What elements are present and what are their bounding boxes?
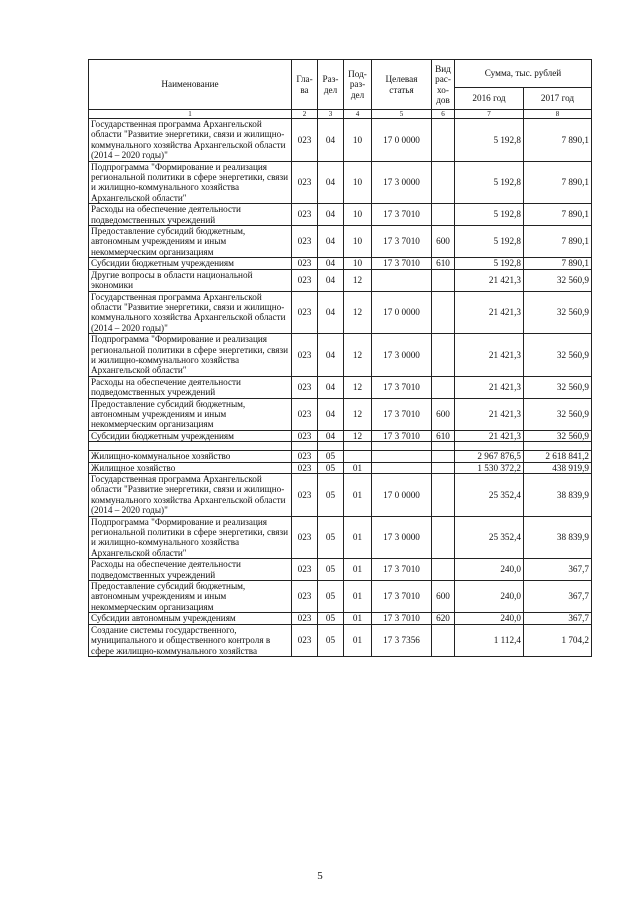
row-name-cell: Предоставление субсидий бюджетным, автономным учреждениям и иным некоммерческим организациям — [89, 581, 292, 613]
sum-2016-cell: 21 421,3 — [455, 430, 524, 441]
razdel-cell: 04 — [318, 226, 344, 258]
column-number-cell: 5 — [372, 110, 432, 119]
podrazdel-cell: 01 — [344, 581, 372, 613]
podrazdel-cell: 10 — [344, 226, 372, 258]
table-row — [89, 559, 592, 581]
column-number-cell: 7 — [455, 110, 524, 119]
header-podrazdel: Под- раз- дел — [344, 60, 372, 110]
column-number-cell: 1 — [89, 110, 292, 119]
sum-2017-cell — [524, 442, 592, 451]
vid-cell — [432, 624, 455, 656]
razdel-cell: 04 — [318, 398, 344, 430]
tselevaya-cell: 17 3 7010 — [372, 204, 432, 226]
sum-2017-cell: 38 839,9 — [524, 516, 592, 559]
glava-cell: 023 — [292, 204, 318, 226]
razdel-cell: 05 — [318, 559, 344, 581]
razdel-cell: 04 — [318, 269, 344, 291]
razdel-cell: 04 — [318, 161, 344, 204]
sum-2017-cell: 367,7 — [524, 613, 592, 624]
sum-2016-cell: 25 352,4 — [455, 474, 524, 517]
page-number: 5 — [317, 870, 323, 882]
vid-cell — [432, 376, 455, 398]
header-name: Наименование — [89, 60, 292, 110]
glava-cell — [292, 442, 318, 451]
row-name-cell: Государственная программа Архангельской области "Развитие энергетики, связи и жилищно-коммунального хозяйства Архангельской области (2014 – 2020 годы)" — [89, 474, 292, 517]
glava-cell: 023 — [292, 559, 318, 581]
tselevaya-cell: 17 3 7010 — [372, 581, 432, 613]
vid-cell — [432, 559, 455, 581]
razdel-cell: 05 — [318, 624, 344, 656]
table-row — [89, 291, 592, 334]
table-row — [89, 462, 592, 473]
sum-2017-cell: 2 618 841,2 — [524, 451, 592, 462]
podrazdel-cell: 10 — [344, 258, 372, 269]
razdel-cell: 04 — [318, 291, 344, 334]
glava-cell: 023 — [292, 624, 318, 656]
row-name-cell: Жилищное хозяйство — [89, 462, 292, 473]
table-row — [89, 204, 592, 226]
podrazdel-cell — [344, 451, 372, 462]
row-name-cell: Расходы на обеспечение деятельности подведомственных учреждений — [89, 376, 292, 398]
tselevaya-cell: 17 3 0000 — [372, 516, 432, 559]
razdel-cell: 05 — [318, 462, 344, 473]
row-name-cell: Предоставление субсидий бюджетным, автономным учреждениям и иным некоммерческим организациям — [89, 398, 292, 430]
sum-2017-cell: 7 890,1 — [524, 119, 592, 162]
table-row — [89, 624, 592, 656]
vid-cell — [432, 334, 455, 377]
glava-cell: 023 — [292, 462, 318, 473]
sum-2017-cell: 7 890,1 — [524, 161, 592, 204]
tselevaya-cell: 17 3 7010 — [372, 430, 432, 441]
glava-cell: 023 — [292, 258, 318, 269]
podrazdel-cell: 12 — [344, 376, 372, 398]
podrazdel-cell: 12 — [344, 430, 372, 441]
glava-cell: 023 — [292, 334, 318, 377]
podrazdel-cell: 10 — [344, 161, 372, 204]
sum-2017-cell: 32 560,9 — [524, 291, 592, 334]
budget-table — [88, 59, 592, 657]
tselevaya-cell — [372, 451, 432, 462]
sum-2016-cell: 21 421,3 — [455, 291, 524, 334]
podrazdel-cell: 12 — [344, 269, 372, 291]
vid-cell — [432, 269, 455, 291]
table-row — [89, 119, 592, 162]
table-row — [89, 474, 592, 517]
sum-2016-cell — [455, 442, 524, 451]
razdel-cell: 04 — [318, 376, 344, 398]
tselevaya-cell: 17 0 0000 — [372, 119, 432, 162]
tselevaya-cell: 17 3 7010 — [372, 258, 432, 269]
vid-cell — [432, 451, 455, 462]
table-row — [89, 334, 592, 377]
tselevaya-cell: 17 3 0000 — [372, 334, 432, 377]
vid-cell: 620 — [432, 613, 455, 624]
row-name-cell: Субсидии бюджетным учреждениям — [89, 258, 292, 269]
razdel-cell: 05 — [318, 474, 344, 517]
podrazdel-cell: 12 — [344, 291, 372, 334]
glava-cell: 023 — [292, 451, 318, 462]
row-name-cell: Предоставление субсидий бюджетным, автономным учреждениям и иным некоммерческим организациям — [89, 226, 292, 258]
column-number-cell: 4 — [344, 110, 372, 119]
row-name-cell: Расходы на обеспечение деятельности подведомственных учреждений — [89, 559, 292, 581]
header-razdel: Раз- дел — [318, 60, 344, 110]
table-row — [89, 376, 592, 398]
sum-2017-cell: 32 560,9 — [524, 398, 592, 430]
podrazdel-cell: 10 — [344, 204, 372, 226]
razdel-cell: 04 — [318, 334, 344, 377]
podrazdel-cell: 12 — [344, 398, 372, 430]
podrazdel-cell: 01 — [344, 462, 372, 473]
razdel-cell — [318, 442, 344, 451]
row-name-cell: Государственная программа Архангельской области "Развитие энергетики, связи и жилищно-коммунального хозяйства Архангельской области (2014 – 2020 годы)" — [89, 119, 292, 162]
glava-cell: 023 — [292, 226, 318, 258]
razdel-cell: 05 — [318, 613, 344, 624]
sum-2016-cell: 240,0 — [455, 559, 524, 581]
podrazdel-cell: 10 — [344, 119, 372, 162]
table-row — [89, 226, 592, 258]
tselevaya-cell: 17 3 7010 — [372, 398, 432, 430]
razdel-cell: 04 — [318, 258, 344, 269]
podrazdel-cell: 01 — [344, 559, 372, 581]
sum-2016-cell: 1 530 372,2 — [455, 462, 524, 473]
table-row — [89, 430, 592, 441]
sum-2016-cell: 5 192,8 — [455, 226, 524, 258]
sum-2016-cell: 21 421,3 — [455, 398, 524, 430]
razdel-cell: 04 — [318, 204, 344, 226]
table-row — [89, 613, 592, 624]
sum-2016-cell: 2 967 876,5 — [455, 451, 524, 462]
header-glava: Гла- ва — [292, 60, 318, 110]
tselevaya-cell: 17 3 7010 — [372, 559, 432, 581]
table-row — [89, 442, 592, 451]
column-number-cell: 3 — [318, 110, 344, 119]
glava-cell: 023 — [292, 269, 318, 291]
glava-cell: 023 — [292, 376, 318, 398]
podrazdel-cell: 01 — [344, 516, 372, 559]
glava-cell: 023 — [292, 474, 318, 517]
vid-cell — [432, 119, 455, 162]
vid-cell — [432, 474, 455, 517]
podrazdel-cell: 01 — [344, 613, 372, 624]
glava-cell: 023 — [292, 613, 318, 624]
podrazdel-cell: 12 — [344, 334, 372, 377]
sum-2016-cell: 25 352,4 — [455, 516, 524, 559]
vid-cell — [432, 442, 455, 451]
sum-2016-cell: 21 421,3 — [455, 334, 524, 377]
glava-cell: 023 — [292, 161, 318, 204]
tselevaya-cell: 17 3 7010 — [372, 376, 432, 398]
razdel-cell: 05 — [318, 516, 344, 559]
glava-cell: 023 — [292, 398, 318, 430]
podrazdel-cell — [344, 442, 372, 451]
vid-cell — [432, 161, 455, 204]
sum-2016-cell: 21 421,3 — [455, 376, 524, 398]
row-name-cell: Государственная программа Архангельской области "Развитие энергетики, связи и жилищно-коммунального хозяйства Архангельской области (2014 – 2020 годы)" — [89, 291, 292, 334]
sum-2016-cell: 5 192,8 — [455, 161, 524, 204]
table-row — [89, 398, 592, 430]
sum-2016-cell: 1 112,4 — [455, 624, 524, 656]
header-vid: Вид рас- хо- дов — [432, 60, 455, 110]
tselevaya-cell: 17 0 0000 — [372, 291, 432, 334]
glava-cell: 023 — [292, 119, 318, 162]
column-number-cell: 8 — [524, 110, 592, 119]
header-tselevaya: Целевая статья — [372, 60, 432, 110]
sum-2017-cell: 367,7 — [524, 581, 592, 613]
sum-2016-cell: 240,0 — [455, 613, 524, 624]
sum-2017-cell: 1 704,2 — [524, 624, 592, 656]
column-number-cell: 2 — [292, 110, 318, 119]
razdel-cell: 04 — [318, 430, 344, 441]
sum-2016-cell: 240,0 — [455, 581, 524, 613]
table-row — [89, 161, 592, 204]
tselevaya-cell — [372, 462, 432, 473]
podrazdel-cell: 01 — [344, 474, 372, 517]
row-name-cell: Создание системы государственного, муниципального и общественного контроля в сфере жилищно-коммунального хозяйства — [89, 624, 292, 656]
sum-2017-cell: 438 919,9 — [524, 462, 592, 473]
sum-2017-cell: 32 560,9 — [524, 334, 592, 377]
column-number-row — [89, 110, 592, 119]
row-name-cell: Расходы на обеспечение деятельности подведомственных учреждений — [89, 204, 292, 226]
header-summa: Сумма, тыс. рублей — [455, 60, 592, 88]
header-year-2016: 2016 год — [455, 88, 524, 110]
table-header — [89, 60, 592, 119]
sum-2017-cell: 7 890,1 — [524, 226, 592, 258]
row-name-cell: Подпрограмма "Формирование и реализация региональной политики в сфере энергетики, связи и жилищно-коммунального хозяйства Архангельской области" — [89, 334, 292, 377]
row-name-cell: Жилищно-коммунальное хозяйство — [89, 451, 292, 462]
razdel-cell: 05 — [318, 581, 344, 613]
sum-2016-cell: 5 192,8 — [455, 258, 524, 269]
tselevaya-cell: 17 0 0000 — [372, 474, 432, 517]
tselevaya-cell: 17 3 7010 — [372, 613, 432, 624]
glava-cell: 023 — [292, 516, 318, 559]
podrazdel-cell: 01 — [344, 624, 372, 656]
vid-cell: 600 — [432, 398, 455, 430]
razdel-cell: 04 — [318, 119, 344, 162]
sum-2016-cell: 21 421,3 — [455, 269, 524, 291]
vid-cell — [432, 291, 455, 334]
sum-2017-cell: 32 560,9 — [524, 269, 592, 291]
razdel-cell: 05 — [318, 451, 344, 462]
row-name-cell: Подпрограмма "Формирование и реализация региональной политики в сфере энергетики, связи и жилищно-коммунального хозяйства Архангельской области" — [89, 516, 292, 559]
tselevaya-cell: 17 3 0000 — [372, 161, 432, 204]
glava-cell: 023 — [292, 291, 318, 334]
vid-cell — [432, 516, 455, 559]
sum-2016-cell: 5 192,8 — [455, 119, 524, 162]
sum-2017-cell: 7 890,1 — [524, 258, 592, 269]
vid-cell: 610 — [432, 258, 455, 269]
row-name-cell: Другие вопросы в области национальной экономики — [89, 269, 292, 291]
glava-cell: 023 — [292, 581, 318, 613]
header-year-2017: 2017 год — [524, 88, 592, 110]
sum-2017-cell: 32 560,9 — [524, 376, 592, 398]
table-row — [89, 581, 592, 613]
table-row — [89, 258, 592, 269]
sum-2017-cell: 38 839,9 — [524, 474, 592, 517]
sum-2017-cell: 32 560,9 — [524, 430, 592, 441]
tselevaya-cell — [372, 442, 432, 451]
tselevaya-cell — [372, 269, 432, 291]
table-row — [89, 269, 592, 291]
table-row — [89, 451, 592, 462]
vid-cell — [432, 204, 455, 226]
table-body — [89, 119, 592, 657]
vid-cell: 610 — [432, 430, 455, 441]
table-row — [89, 516, 592, 559]
row-name-cell: Подпрограмма "Формирование и реализация региональной политики в сфере энергетики, связи и жилищно-коммунального хозяйства Архангельской области" — [89, 161, 292, 204]
vid-cell — [432, 462, 455, 473]
sum-2017-cell: 367,7 — [524, 559, 592, 581]
glava-cell: 023 — [292, 430, 318, 441]
sum-2017-cell: 7 890,1 — [524, 204, 592, 226]
vid-cell: 600 — [432, 581, 455, 613]
tselevaya-cell: 17 3 7010 — [372, 226, 432, 258]
row-name-cell — [89, 442, 292, 451]
row-name-cell: Субсидии бюджетным учреждениям — [89, 430, 292, 441]
row-name-cell: Субсидии автономным учреждениям — [89, 613, 292, 624]
vid-cell: 600 — [432, 226, 455, 258]
sum-2016-cell: 5 192,8 — [455, 204, 524, 226]
tselevaya-cell: 17 3 7356 — [372, 624, 432, 656]
column-number-cell: 6 — [432, 110, 455, 119]
